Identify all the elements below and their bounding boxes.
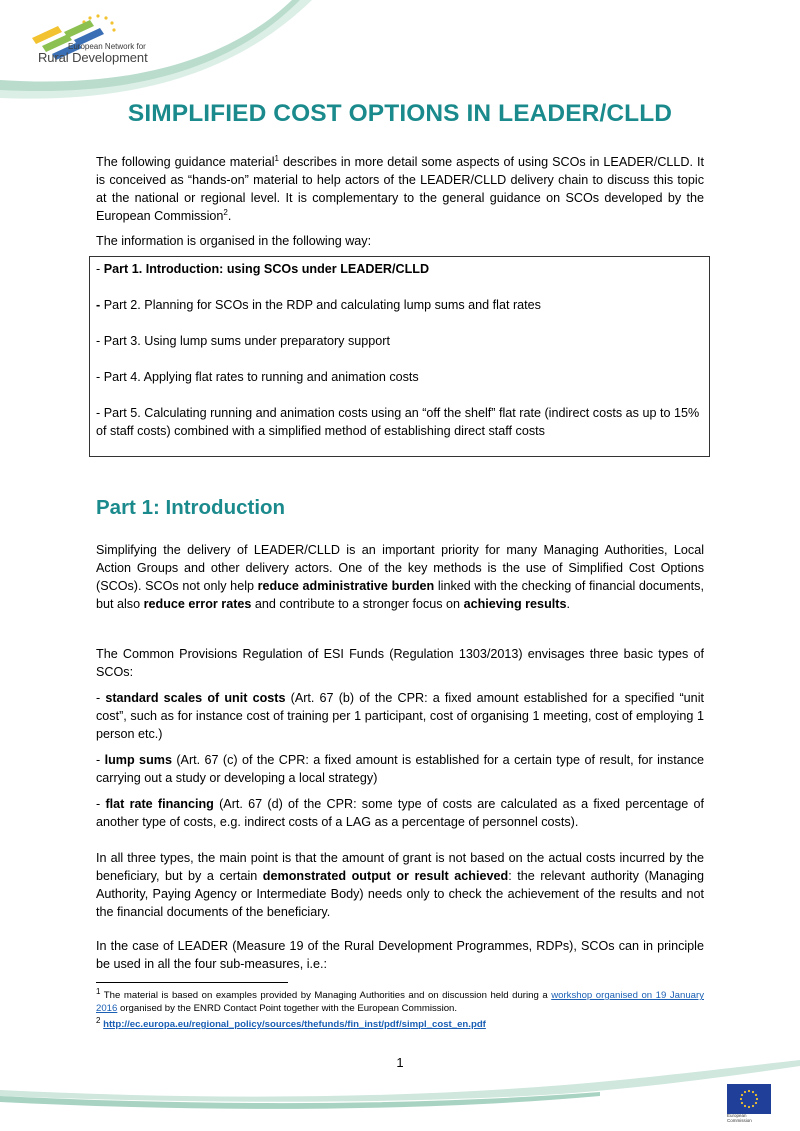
eu-commission-label: European Commission [727, 1113, 752, 1123]
part1-paragraph-3: In all three types, the main point is that the amount of grant is not based on the actual costs incurred by the beneficiary, but by a certain demonstrated output or result achieved: the relevant authority (Managing Authority, Paying Agency or Intermediate Body) needs only to check the achievement of the results and not the financial documents of the beneficiary. [96, 851, 704, 919]
footnote-ref-2[interactable]: 2 [223, 207, 228, 217]
page-number: 1 [396, 1055, 404, 1070]
footnote-1: $^1$ The material is based on examples provided by Managing Authorities and on discussion held during a workshop organised on 19 January 2016 organised by the ENRD Contact Point together with the European Commission. [96, 986, 704, 1014]
sco-type-flat-rate: - flat rate financing (Art. 67 (d) of the CPR: some type of costs are calculated as a fixed percentage of another type of costs, e.g. indirect costs of a LAG as a percentage of personnel costs). [96, 797, 704, 829]
logo-line2: Rural Development [38, 50, 148, 65]
footnote-separator [96, 982, 288, 983]
sco-type-lump-sums: - lump sums (Art. 67 (c) of the CPR: a fixed amount is established for a certain type of result, for instance carrying out a study or developing a local strategy) [96, 753, 705, 785]
footer-swoosh-decoration [0, 1060, 800, 1131]
footnote-ref-1[interactable]: 1 [274, 153, 279, 163]
workshop-link[interactable]: workshop organised on 19 January 2016 [96, 990, 704, 1014]
sco-type-unit-costs: - standard scales of unit costs (Art. 67 (b) of the CPR: a fixed amount established for a specified “unit cost”, such as for instance cost of training per 1 participant, cost of organising 1 meeting, cost of employing 1 person etc.) [96, 691, 704, 741]
toc-item-part4: - Part 4. Applying flat rates to running and animation costs [96, 370, 419, 384]
logo-line1: European Network for [68, 42, 146, 51]
toc-item-part2: - Part 2. Planning for SCOs in the RDP and calculating lump sums and flat rates [96, 298, 541, 312]
part1-paragraph-1: Simplifying the delivery of LEADER/CLLD is an important priority for many Managing Authorities, Local Action Groups and other delivery actors. One of the key methods is the use of Simplified Cost Options (SCOs). SCOs not only help reduce administrative burden linked with the checking of financial documents, but also reduce error rates and contribute to a stronger focus on achieving results. [96, 543, 704, 611]
part1-paragraph-4: In the case of LEADER (Measure 19 of the Rural Development Programmes, RDPs), SCOs can in principle be used in all the four sub-measures, i.e.: [96, 939, 704, 971]
toc-item-part5: - Part 5. Calculating running and animation costs using an “off the shelf” flat rate (indirect costs as up to 15% of staff costs) combined with a simplified method of establishing direct staff costs [96, 406, 700, 438]
part1-heading: Part 1: Introduction [96, 496, 286, 519]
part1-paragraph-2: The Common Provisions Regulation of ESI Funds (Regulation 1303/2013) envisages three basic types of SCOs: [96, 647, 704, 679]
ec-guidance-link[interactable]: http://ec.europa.eu/regional_policy/sources/thefunds/fin_inst/pdf/simpl_cost_en.pdf [103, 1019, 486, 1030]
contents-box [89, 256, 710, 457]
eu-flag-logo [727, 1084, 771, 1114]
footnote-2: $^2$ http://ec.europa.eu/regional_policy/sources/thefunds/fin_inst/pdf/simpl_cost_en.pdf [96, 1015, 486, 1030]
intro-organisation-line: The information is organised in the following way: [96, 234, 372, 248]
document-title: SIMPLIFIED COST OPTIONS IN LEADER/CLLD [127, 100, 673, 127]
toc-item-part3: - Part 3. Using lump sums under preparatory support [96, 334, 390, 348]
toc-item-part1: - Part 1. Introduction: using SCOs under LEADER/CLLD [96, 262, 430, 276]
intro-paragraph: The following guidance material$^1$ describes in more detail some aspects of using SCOs in LEADER/CLLD. It is conceived as “hands-on” material to help actors of the LEADER/CLLD delivery chain to discuss this topic at the national or regional level. It is complementary to the general guidance on SCOs developed by the European Commission$^2$. [96, 153, 704, 223]
